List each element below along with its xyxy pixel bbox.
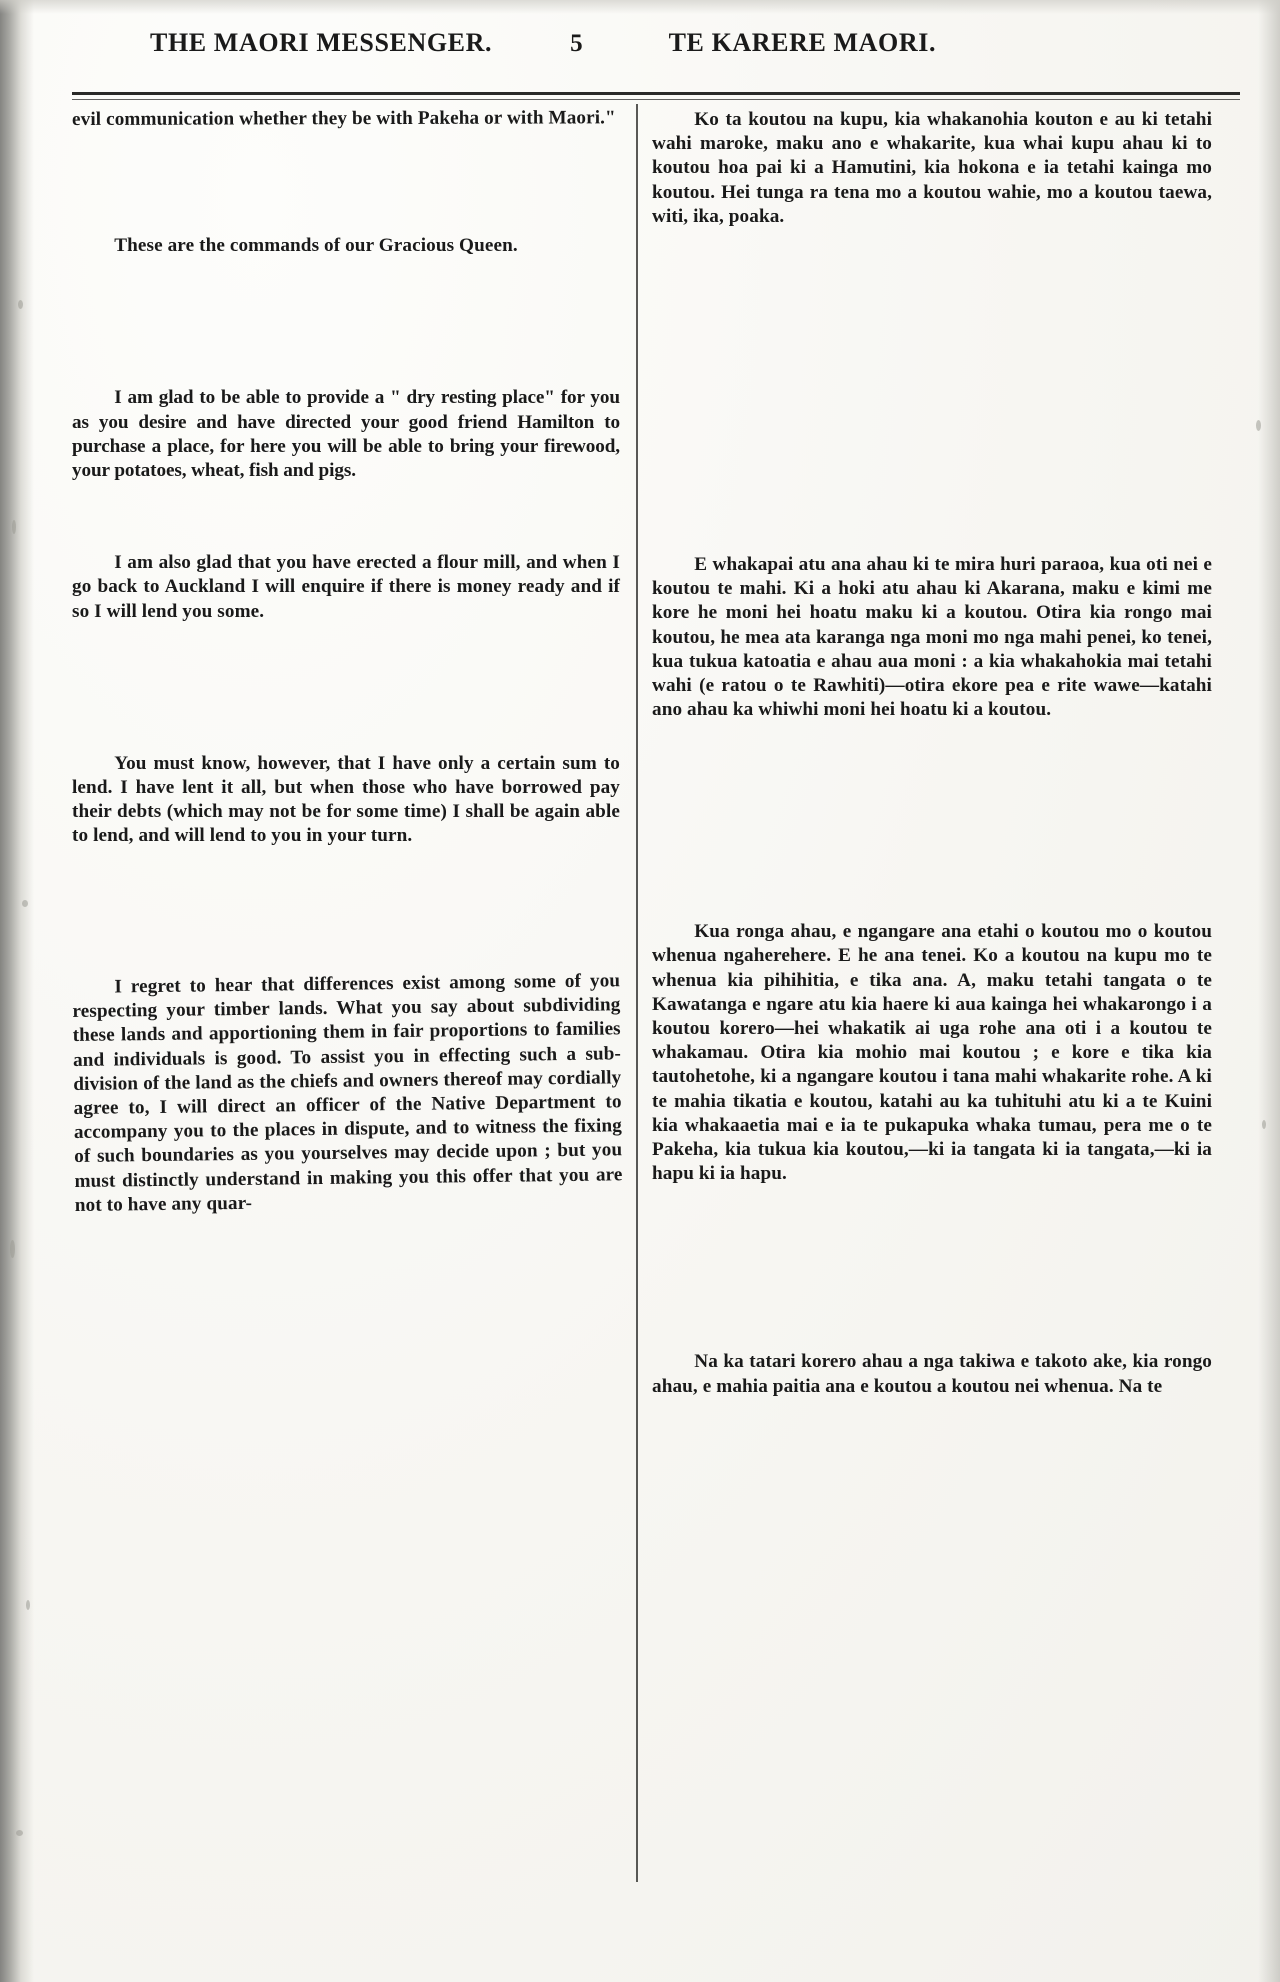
paragraph-gap xyxy=(72,493,620,551)
page-number: 5 xyxy=(570,30,583,57)
paragraph-gap xyxy=(652,357,1212,553)
scan-speckle xyxy=(10,1240,15,1258)
masthead-rule xyxy=(72,92,1240,95)
paragraph: Ko ta koutou na kupu, kia whakanohia kouton e au ki tetahi wahi maroke, maku ano e whakarite, kua whai kupu ahau ki to koutou hoa pai ki a Hamutini, kia hokona e ia tetahi kainga mo koutou. Hei tunga ra tena mo a koutou wahie, mo a koutou taewa, witi, ika, poaka. xyxy=(652,109,1212,227)
paragraph: I am also glad that you have erected a flour mill, and when I go back to Auckland I will enquire if there is money ready and if so I will lend you some. xyxy=(72,552,620,622)
scan-speckle xyxy=(1256,420,1261,431)
paragraph: You must know, however, that I have only a certain sum to lend. I have lent it all, but when those who have borrowed pay their debts (which may not be for some time) I shall be again able to lend, and will lend to you in your turn. xyxy=(72,752,620,847)
paragraph-gap xyxy=(652,1196,1212,1314)
paragraph-gap xyxy=(72,268,620,386)
paragraph: evil communication whether they be with Pakeha or with Maori." xyxy=(72,107,616,130)
scan-speckle xyxy=(22,900,28,907)
paragraph-gap xyxy=(652,732,1212,850)
column-divider-rule xyxy=(636,104,638,1882)
masthead-english-title: THE MAORI MESSENGER. xyxy=(150,28,493,57)
paragraph-gap xyxy=(652,850,1212,920)
scan-edge-left xyxy=(0,0,34,1982)
scan-edge-right xyxy=(1258,0,1280,1982)
masthead-rule-secondary xyxy=(72,99,1240,100)
masthead-maori-title: TE KARERE MAORI. xyxy=(668,28,937,57)
paragraph: Kua ronga ahau, e ngangare ana etahi o koutou mo o koutou whenua ngaherehere. E he ana tenei. Ko a koutou na kupu mo te whenua kia pihihitia, e tika ana. A, maku tetahi tangata o te Kawatanga e ngare atu kia haere ki aua kainga hei whakarongo i a koutou korero—hei whakatik ai uga rohe ana oti i a koutou te whakamau. Otira kia mohio mai koutou ; e kore e tika kia tautohetohe, ki a ngangare koutou i tana mahi whakarite rohe. A ki te mahia tikatia e koutou, katahi au ka tuhituhi atu ki a te Kuini kia whakaaetia mai e ia te pukapuka whaka tumau, pera me o te Pakeha, kia tukua kia koutou,—ki ia tangata ki ia tangata,—ki ia hapu ki ia hapu. xyxy=(652,921,1212,1185)
paragraph: I regret to hear that differences exist among some of you respecting your timber lands. What you say about subdividing these lands and apportioning them in fair proportions to families and individuals is good. To assist you in effecting such a sub-division of the land as the chiefs and owners thereof may cordially agree to, I will direct an officer of the Native Department to accompany you to the places in dispute, and to witness the fixing of such boundaries as you yourselves may decide upon ; but you must distinctly understand in making you this offer that you are not to have any quar- xyxy=(72,970,623,1217)
paragraph: E whakapai atu ana ahau ki te mira huri paraoa, kua oti nei e koutou te mahi. Ki a hoki atu ahau ki Akarana, maku e kimi me kore he moni hei hoatu maku ki a koutou. Otira kia rongo mai koutou, he mea ata karanga nga moni mo nga mahi penei, ko tenei, kua tukua katoatia e ahau aua moni : a kia whakahokia mai tetahi wahi (e ratou o te Rawhiti)—otira ekore pea e rite wawe—katahi ano ahau ka whiwhi moni hei hoatu ki a koutou. xyxy=(652,553,1212,721)
paragraph-gap xyxy=(652,1314,1212,1350)
paragraph-gap xyxy=(72,634,620,752)
scan-speckle xyxy=(1262,1120,1266,1129)
paragraph: Na ka tatari korero ahau a nga takiwa e takoto ake, kia rongo ahau, e mahia paitia ana e koutou a koutou nei whenua. Na te xyxy=(652,1351,1212,1397)
paragraph-gap xyxy=(652,239,1212,357)
scan-speckle xyxy=(16,1830,23,1836)
paragraph-gap xyxy=(72,142,620,234)
scan-speckle xyxy=(12,520,16,534)
left-column-english xyxy=(72,107,623,1228)
paragraph: These are the commands of our Gracious Queen. xyxy=(114,235,518,257)
paragraph-gap xyxy=(72,858,620,976)
paragraph: I am glad to be able to provide a " dry resting place" for you as you desire and have directed your good friend Hamilton to purchase a place, for here you will be able to bring your firewood, your potatoes, wheat, fish and pigs. xyxy=(72,387,620,481)
right-column-maori xyxy=(652,108,1212,1409)
scan-speckle xyxy=(26,1600,30,1610)
scan-speckle xyxy=(18,300,23,309)
scan-edge-top xyxy=(0,0,1280,14)
masthead xyxy=(150,28,1220,68)
